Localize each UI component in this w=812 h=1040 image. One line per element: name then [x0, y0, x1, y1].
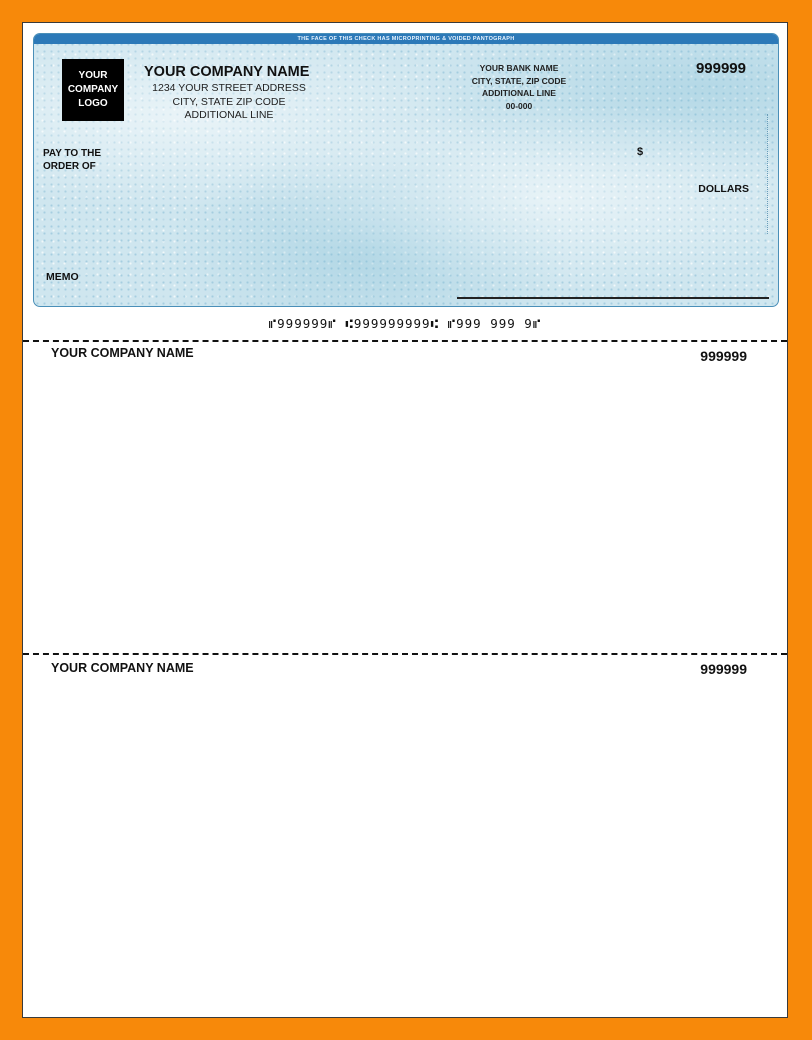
- memo-label: MEMO: [46, 271, 79, 283]
- stub-check-number: 999999: [700, 348, 747, 364]
- stub-company-name: YOUR COMPANY NAME: [51, 661, 194, 675]
- security-microprint: [767, 114, 776, 234]
- address-line-3: ADDITIONAL LINE: [184, 109, 274, 121]
- security-banner: THE FACE OF THIS CHECK HAS MICROPRINTING & VOIDED PANTOGRAPH: [34, 34, 778, 44]
- logo-line-3: LOGO: [78, 98, 108, 109]
- stub-company-name: YOUR COMPANY NAME: [51, 346, 194, 360]
- bank-line-1: YOUR BANK NAME: [479, 63, 559, 73]
- perforation-line: [23, 653, 787, 655]
- bank-line-2: CITY, STATE, ZIP CODE: [471, 75, 567, 86]
- dollar-sign: $: [637, 146, 644, 158]
- bank-line-3: ADDITIONAL LINE: [482, 88, 556, 98]
- logo-line-2: COMPANY: [67, 84, 119, 95]
- pay-to-line-1: PAY TO THE: [43, 148, 101, 159]
- address-line-2: CITY, STATE ZIP CODE: [172, 95, 286, 108]
- logo-line-1: YOUR: [78, 70, 108, 81]
- check-number: 999999: [695, 60, 746, 77]
- bank-line-4: 00-000: [505, 100, 533, 111]
- bank-info: [444, 62, 594, 112]
- pay-to-line-2: ORDER OF: [43, 161, 96, 172]
- check-page: [22, 22, 788, 1018]
- stub-check-number: 999999: [700, 661, 747, 677]
- check-face: [33, 33, 779, 307]
- micr-line: ⑈999999⑈ ⑆999999999⑆ ⑈999 999 9⑈: [268, 316, 542, 331]
- perforation-line: [23, 340, 787, 342]
- company-address: [144, 82, 314, 123]
- pay-to-label: [43, 147, 101, 173]
- address-line-1: 1234 YOUR STREET ADDRESS: [152, 82, 306, 94]
- company-logo: [62, 59, 124, 121]
- company-name: YOUR COMPANY NAME: [144, 64, 310, 80]
- dollars-label: DOLLARS: [698, 183, 749, 195]
- signature-line: [457, 297, 769, 299]
